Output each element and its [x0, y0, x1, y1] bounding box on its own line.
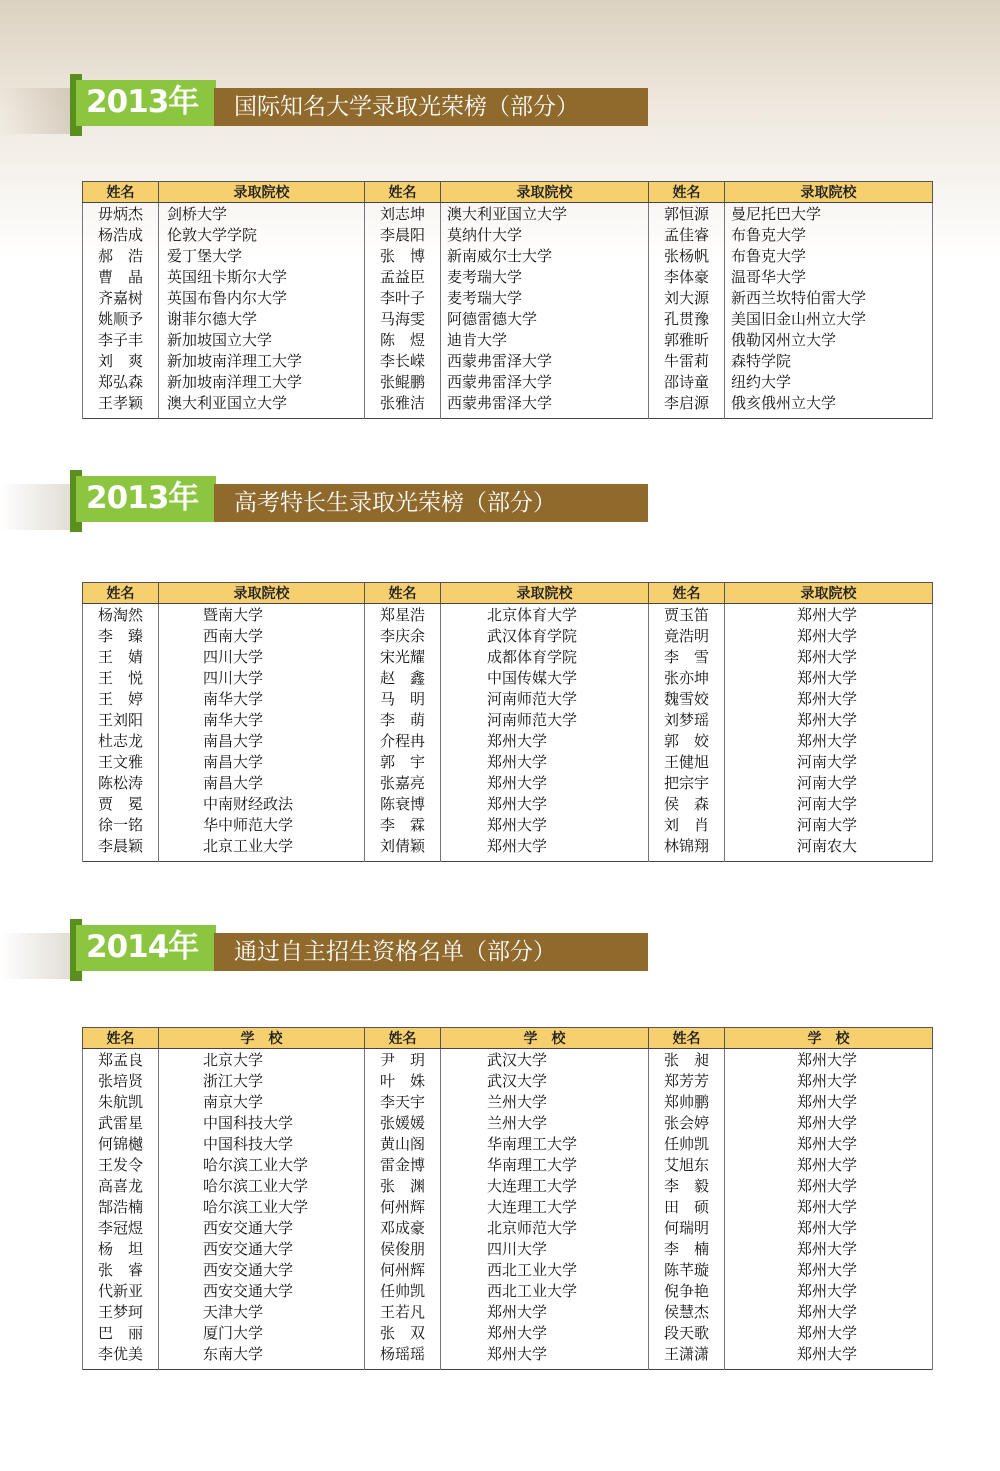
table-row	[83, 773, 933, 794]
student-name-cell: 李 臻	[83, 626, 159, 647]
school-cell: 新加坡南洋理工大学	[159, 351, 365, 372]
column-header-school: 录取院校	[159, 583, 365, 604]
international-admissions-table	[82, 181, 933, 419]
school-cell: 阿德雷德大学	[441, 309, 649, 330]
independent-recruitment-table	[82, 1027, 933, 1370]
school-cell: 大连理工大学	[441, 1176, 649, 1197]
school-cell: 郑州大学	[441, 1302, 649, 1323]
student-name-cell: 郭 宇	[365, 752, 441, 773]
table-row	[83, 604, 933, 627]
school-cell: 河南大学	[725, 752, 933, 773]
student-name-cell: 杨 坦	[83, 1239, 159, 1260]
school-cell: 俄亥俄州立大学	[725, 393, 933, 419]
table-row	[83, 1071, 933, 1092]
banner-title: 高考特长生录取光荣榜（部分）	[234, 490, 556, 516]
table-row	[83, 267, 933, 288]
column-header-name: 姓名	[365, 1028, 441, 1049]
school-cell: 郑州大学	[725, 1218, 933, 1239]
banner-title: 通过自主招生资格名单（部分）	[234, 939, 556, 965]
school-cell: 郑州大学	[441, 752, 649, 773]
student-name-cell: 牛雷莉	[649, 351, 725, 372]
student-name-cell: 郭 姣	[649, 731, 725, 752]
student-name-cell: 王潇潇	[649, 1344, 725, 1370]
banner-year: 2014年	[86, 929, 199, 965]
student-name-cell: 郑芳芳	[649, 1071, 725, 1092]
student-name-cell: 倪争艳	[649, 1281, 725, 1302]
school-cell: 中南财经政法	[159, 794, 365, 815]
school-cell: 西安交通大学	[159, 1260, 365, 1281]
school-cell: 郑州大学	[725, 668, 933, 689]
school-cell: 英国布鲁内尔大学	[159, 288, 365, 309]
student-name-cell: 郭雅昕	[649, 330, 725, 351]
school-cell: 华南理工大学	[441, 1155, 649, 1176]
table-row	[83, 752, 933, 773]
school-cell: 南华大学	[159, 710, 365, 731]
table-row	[83, 1344, 933, 1370]
column-header-name: 姓名	[649, 583, 725, 604]
school-cell: 哈尔滨工业大学	[159, 1176, 365, 1197]
school-cell: 温哥华大学	[725, 267, 933, 288]
student-name-cell: 张鲲鹏	[365, 372, 441, 393]
student-name-cell: 贾 冕	[83, 794, 159, 815]
student-name-cell: 王 婷	[83, 689, 159, 710]
table-row	[83, 1176, 933, 1197]
school-cell: 麦考瑞大学	[441, 267, 649, 288]
student-name-cell: 竟浩明	[649, 626, 725, 647]
student-name-cell: 王孝颖	[83, 393, 159, 419]
school-cell: 郑州大学	[725, 1092, 933, 1113]
column-header-school: 录取院校	[725, 182, 933, 203]
school-cell: 西北工业大学	[441, 1260, 649, 1281]
school-cell: 新加坡南洋理工大学	[159, 372, 365, 393]
student-name-cell: 杨浩成	[83, 225, 159, 246]
table-row	[83, 626, 933, 647]
school-cell: 东南大学	[159, 1344, 365, 1370]
student-name-cell: 林锦翔	[649, 836, 725, 862]
school-cell: 武汉体育学院	[441, 626, 649, 647]
student-name-cell: 张杨帆	[649, 246, 725, 267]
school-cell: 森特学院	[725, 351, 933, 372]
table-header-row	[83, 583, 933, 604]
column-header-name: 姓名	[83, 182, 159, 203]
student-name-cell: 曹 晶	[83, 267, 159, 288]
school-cell: 成都体育学院	[441, 647, 649, 668]
student-name-cell: 何州辉	[365, 1260, 441, 1281]
student-name-cell: 孔贯豫	[649, 309, 725, 330]
table-row	[83, 393, 933, 419]
student-name-cell: 孟益臣	[365, 267, 441, 288]
student-name-cell: 李叶子	[365, 288, 441, 309]
table-row	[83, 1260, 933, 1281]
student-name-cell: 郜浩楠	[83, 1197, 159, 1218]
school-cell: 哈尔滨工业大学	[159, 1197, 365, 1218]
school-cell: 天津大学	[159, 1302, 365, 1323]
student-name-cell: 张亦坤	[649, 668, 725, 689]
student-name-cell: 武雷星	[83, 1113, 159, 1134]
student-name-cell: 张 睿	[83, 1260, 159, 1281]
school-cell: 伦敦大学学院	[159, 225, 365, 246]
student-name-cell: 高喜龙	[83, 1176, 159, 1197]
student-name-cell: 李子丰	[83, 330, 159, 351]
school-cell: 南华大学	[159, 689, 365, 710]
school-cell: 新南威尔士大学	[441, 246, 649, 267]
column-header-school: 学 校	[441, 1028, 649, 1049]
school-cell: 郑州大学	[725, 710, 933, 731]
table-row	[83, 1302, 933, 1323]
student-name-cell: 张雅洁	[365, 393, 441, 419]
student-name-cell: 刘志坤	[365, 203, 441, 226]
school-cell: 纽约大学	[725, 372, 933, 393]
student-name-cell: 巴 丽	[83, 1323, 159, 1344]
school-cell: 迪肯大学	[441, 330, 649, 351]
student-name-cell: 叶 姝	[365, 1071, 441, 1092]
student-name-cell: 李 萌	[365, 710, 441, 731]
school-cell: 四川大学	[159, 668, 365, 689]
school-cell: 麦考瑞大学	[441, 288, 649, 309]
school-cell: 暨南大学	[159, 604, 365, 627]
table-row	[83, 351, 933, 372]
school-cell: 兰州大学	[441, 1092, 649, 1113]
school-cell: 郑州大学	[725, 1344, 933, 1370]
student-name-cell: 郝 浩	[83, 246, 159, 267]
school-cell: 剑桥大学	[159, 203, 365, 226]
student-name-cell: 李 楠	[649, 1239, 725, 1260]
school-cell: 郑州大学	[725, 1197, 933, 1218]
banner-year: 2013年	[86, 84, 199, 120]
school-cell: 郑州大学	[441, 794, 649, 815]
student-name-cell: 杜志龙	[83, 731, 159, 752]
student-name-cell: 徐一铭	[83, 815, 159, 836]
school-cell: 河南师范大学	[441, 689, 649, 710]
student-name-cell: 贾玉笛	[649, 604, 725, 627]
table-row	[83, 1113, 933, 1134]
student-name-cell: 魏雪姣	[649, 689, 725, 710]
student-name-cell: 马 明	[365, 689, 441, 710]
school-cell: 郑州大学	[725, 1281, 933, 1302]
column-header-school: 学 校	[159, 1028, 365, 1049]
column-header-school: 录取院校	[725, 583, 933, 604]
school-cell: 北京工业大学	[159, 836, 365, 862]
school-cell: 北京体育大学	[441, 604, 649, 627]
school-cell: 南昌大学	[159, 752, 365, 773]
table-header-row	[83, 182, 933, 203]
school-cell: 郑州大学	[725, 1071, 933, 1092]
school-cell: 澳大利亚国立大学	[441, 203, 649, 226]
school-cell: 兰州大学	[441, 1113, 649, 1134]
school-cell: 郑州大学	[725, 1049, 933, 1072]
table-row	[83, 731, 933, 752]
school-cell: 郑州大学	[725, 1113, 933, 1134]
school-cell: 郑州大学	[441, 815, 649, 836]
school-cell: 郑州大学	[725, 647, 933, 668]
table-row	[83, 647, 933, 668]
student-name-cell: 侯俊朋	[365, 1239, 441, 1260]
school-cell: 武汉大学	[441, 1071, 649, 1092]
student-name-cell: 郑帅鹏	[649, 1092, 725, 1113]
student-name-cell: 何瑞明	[649, 1218, 725, 1239]
table-row	[83, 1197, 933, 1218]
student-name-cell: 刘 肖	[649, 815, 725, 836]
school-cell: 爱丁堡大学	[159, 246, 365, 267]
student-name-cell: 王若凡	[365, 1302, 441, 1323]
school-cell: 布鲁克大学	[725, 246, 933, 267]
student-name-cell: 何锦樾	[83, 1134, 159, 1155]
student-name-cell: 艾旭东	[649, 1155, 725, 1176]
table-row	[83, 1134, 933, 1155]
special-talent-admissions-table	[82, 582, 933, 862]
school-cell: 郑州大学	[725, 1176, 933, 1197]
table-row	[83, 815, 933, 836]
table-row	[83, 372, 933, 393]
table-row	[83, 330, 933, 351]
school-cell: 郑州大学	[725, 626, 933, 647]
student-name-cell: 杨淘然	[83, 604, 159, 627]
school-cell: 西南大学	[159, 626, 365, 647]
student-name-cell: 朱航凯	[83, 1092, 159, 1113]
student-name-cell: 李晨阳	[365, 225, 441, 246]
school-cell: 武汉大学	[441, 1049, 649, 1072]
column-header-name: 姓名	[365, 182, 441, 203]
school-cell: 华南理工大学	[441, 1134, 649, 1155]
table-row	[83, 203, 933, 226]
student-name-cell: 李庆余	[365, 626, 441, 647]
school-cell: 新加坡国立大学	[159, 330, 365, 351]
student-name-cell: 李 霖	[365, 815, 441, 836]
school-cell: 华中师范大学	[159, 815, 365, 836]
table-row	[83, 309, 933, 330]
school-cell: 郑州大学	[441, 731, 649, 752]
student-name-cell: 张 昶	[649, 1049, 725, 1072]
table-row	[83, 668, 933, 689]
school-cell: 河南师范大学	[441, 710, 649, 731]
column-header-school: 录取院校	[441, 583, 649, 604]
student-name-cell: 邓成豪	[365, 1218, 441, 1239]
banner-title: 国际知名大学录取光荣榜（部分）	[234, 94, 579, 120]
table-row	[83, 689, 933, 710]
school-cell: 河南大学	[725, 773, 933, 794]
school-cell: 郑州大学	[441, 1344, 649, 1370]
student-name-cell: 李长嵘	[365, 351, 441, 372]
student-name-cell: 郑星浩	[365, 604, 441, 627]
column-header-name: 姓名	[649, 1028, 725, 1049]
school-cell: 北京师范大学	[441, 1218, 649, 1239]
student-name-cell: 李体豪	[649, 267, 725, 288]
student-name-cell: 任帅凯	[365, 1281, 441, 1302]
table-row	[83, 246, 933, 267]
school-cell: 西蒙弗雷泽大学	[441, 351, 649, 372]
student-name-cell: 尹 玥	[365, 1049, 441, 1072]
section-banner	[0, 74, 650, 150]
student-name-cell: 王刘阳	[83, 710, 159, 731]
school-cell: 郑州大学	[725, 1302, 933, 1323]
school-cell: 新西兰坎特伯雷大学	[725, 288, 933, 309]
student-name-cell: 张媛媛	[365, 1113, 441, 1134]
school-cell: 郑州大学	[441, 773, 649, 794]
school-cell: 河南大学	[725, 815, 933, 836]
school-cell: 中国科技大学	[159, 1113, 365, 1134]
school-cell: 西北工业大学	[441, 1281, 649, 1302]
school-cell: 四川大学	[441, 1239, 649, 1260]
school-cell: 莫纳什大学	[441, 225, 649, 246]
school-cell: 郑州大学	[725, 1134, 933, 1155]
student-name-cell: 雷金博	[365, 1155, 441, 1176]
school-cell: 布鲁克大学	[725, 225, 933, 246]
column-header-name: 姓名	[83, 1028, 159, 1049]
table-row	[83, 836, 933, 862]
school-cell: 郑州大学	[725, 1260, 933, 1281]
student-name-cell: 王梦珂	[83, 1302, 159, 1323]
table-header-row	[83, 1028, 933, 1049]
school-cell: 郑州大学	[725, 604, 933, 627]
school-cell: 南京大学	[159, 1092, 365, 1113]
student-name-cell: 黄山阁	[365, 1134, 441, 1155]
school-cell: 浙江大学	[159, 1071, 365, 1092]
student-name-cell: 李晨颖	[83, 836, 159, 862]
student-name-cell: 张 双	[365, 1323, 441, 1344]
student-name-cell: 杨瑶瑶	[365, 1344, 441, 1370]
school-cell: 哈尔滨工业大学	[159, 1155, 365, 1176]
student-name-cell: 刘梦瑶	[649, 710, 725, 731]
table-row	[83, 794, 933, 815]
school-cell: 西蒙弗雷泽大学	[441, 393, 649, 419]
student-name-cell: 王 婧	[83, 647, 159, 668]
student-name-cell: 田 硕	[649, 1197, 725, 1218]
table-row	[83, 1155, 933, 1176]
student-name-cell: 介程冉	[365, 731, 441, 752]
section-banner	[0, 470, 650, 546]
school-cell: 美国旧金山州立大学	[725, 309, 933, 330]
school-cell: 四川大学	[159, 647, 365, 668]
school-cell: 英国纽卡斯尔大学	[159, 267, 365, 288]
school-cell: 中国科技大学	[159, 1134, 365, 1155]
school-cell: 西安交通大学	[159, 1239, 365, 1260]
school-cell: 河南大学	[725, 794, 933, 815]
student-name-cell: 张嘉亮	[365, 773, 441, 794]
school-cell: 郑州大学	[725, 689, 933, 710]
student-name-cell: 段天歌	[649, 1323, 725, 1344]
school-cell: 南昌大学	[159, 773, 365, 794]
school-cell: 郑州大学	[441, 836, 649, 862]
school-cell: 谢菲尔德大学	[159, 309, 365, 330]
table-row	[83, 1323, 933, 1344]
student-name-cell: 把宗宇	[649, 773, 725, 794]
student-name-cell: 陈衰博	[365, 794, 441, 815]
student-name-cell: 姚顺予	[83, 309, 159, 330]
student-name-cell: 马海雯	[365, 309, 441, 330]
student-name-cell: 刘大源	[649, 288, 725, 309]
table-row	[83, 1239, 933, 1260]
school-cell: 大连理工大学	[441, 1197, 649, 1218]
student-name-cell: 郑弘森	[83, 372, 159, 393]
school-cell: 郑州大学	[725, 1155, 933, 1176]
student-name-cell: 李 雪	[649, 647, 725, 668]
table-row	[83, 225, 933, 246]
banner-year: 2013年	[86, 480, 199, 516]
school-cell: 西安交通大学	[159, 1281, 365, 1302]
column-header-school: 录取院校	[159, 182, 365, 203]
student-name-cell: 任帅凯	[649, 1134, 725, 1155]
student-name-cell: 代新亚	[83, 1281, 159, 1302]
student-name-cell: 李启源	[649, 393, 725, 419]
school-cell: 北京大学	[159, 1049, 365, 1072]
student-name-cell: 李冠煜	[83, 1218, 159, 1239]
student-name-cell: 侯慧杰	[649, 1302, 725, 1323]
student-name-cell: 郭恒源	[649, 203, 725, 226]
table-row	[83, 1092, 933, 1113]
school-cell: 郑州大学	[725, 1239, 933, 1260]
student-name-cell: 王 悦	[83, 668, 159, 689]
column-header-name: 姓名	[83, 583, 159, 604]
column-header-school: 学 校	[725, 1028, 933, 1049]
student-name-cell: 张 渊	[365, 1176, 441, 1197]
student-name-cell: 陈松涛	[83, 773, 159, 794]
student-name-cell: 王发令	[83, 1155, 159, 1176]
table-row	[83, 288, 933, 309]
student-name-cell: 张 博	[365, 246, 441, 267]
student-name-cell: 陈 煜	[365, 330, 441, 351]
section-banner	[0, 919, 650, 995]
school-cell: 西蒙弗雷泽大学	[441, 372, 649, 393]
school-cell: 厦门大学	[159, 1323, 365, 1344]
student-name-cell: 王文雅	[83, 752, 159, 773]
student-name-cell: 刘 爽	[83, 351, 159, 372]
column-header-name: 姓名	[649, 182, 725, 203]
student-name-cell: 陈芊璇	[649, 1260, 725, 1281]
student-name-cell: 孟佳睿	[649, 225, 725, 246]
table-row	[83, 1218, 933, 1239]
column-header-school: 录取院校	[441, 182, 649, 203]
school-cell: 西安交通大学	[159, 1218, 365, 1239]
student-name-cell: 齐嘉树	[83, 288, 159, 309]
school-cell: 郑州大学	[725, 731, 933, 752]
student-name-cell: 侯 森	[649, 794, 725, 815]
student-name-cell: 张会婷	[649, 1113, 725, 1134]
table-row	[83, 1049, 933, 1072]
student-name-cell: 毋炳杰	[83, 203, 159, 226]
student-name-cell: 赵 鑫	[365, 668, 441, 689]
student-name-cell: 张培贤	[83, 1071, 159, 1092]
school-cell: 郑州大学	[725, 1323, 933, 1344]
school-cell: 河南农大	[725, 836, 933, 862]
student-name-cell: 邵诗童	[649, 372, 725, 393]
school-cell: 郑州大学	[441, 1323, 649, 1344]
student-name-cell: 郑孟良	[83, 1049, 159, 1072]
school-cell: 中国传媒大学	[441, 668, 649, 689]
student-name-cell: 李 毅	[649, 1176, 725, 1197]
school-cell: 南昌大学	[159, 731, 365, 752]
school-cell: 澳大利亚国立大学	[159, 393, 365, 419]
school-cell: 俄勒冈州立大学	[725, 330, 933, 351]
student-name-cell: 李优美	[83, 1344, 159, 1370]
student-name-cell: 刘倩颖	[365, 836, 441, 862]
table-row	[83, 1281, 933, 1302]
column-header-name: 姓名	[365, 583, 441, 604]
student-name-cell: 王健旭	[649, 752, 725, 773]
student-name-cell: 何州辉	[365, 1197, 441, 1218]
student-name-cell: 李天宇	[365, 1092, 441, 1113]
student-name-cell: 宋光耀	[365, 647, 441, 668]
school-cell: 曼尼托巴大学	[725, 203, 933, 226]
table-row	[83, 710, 933, 731]
